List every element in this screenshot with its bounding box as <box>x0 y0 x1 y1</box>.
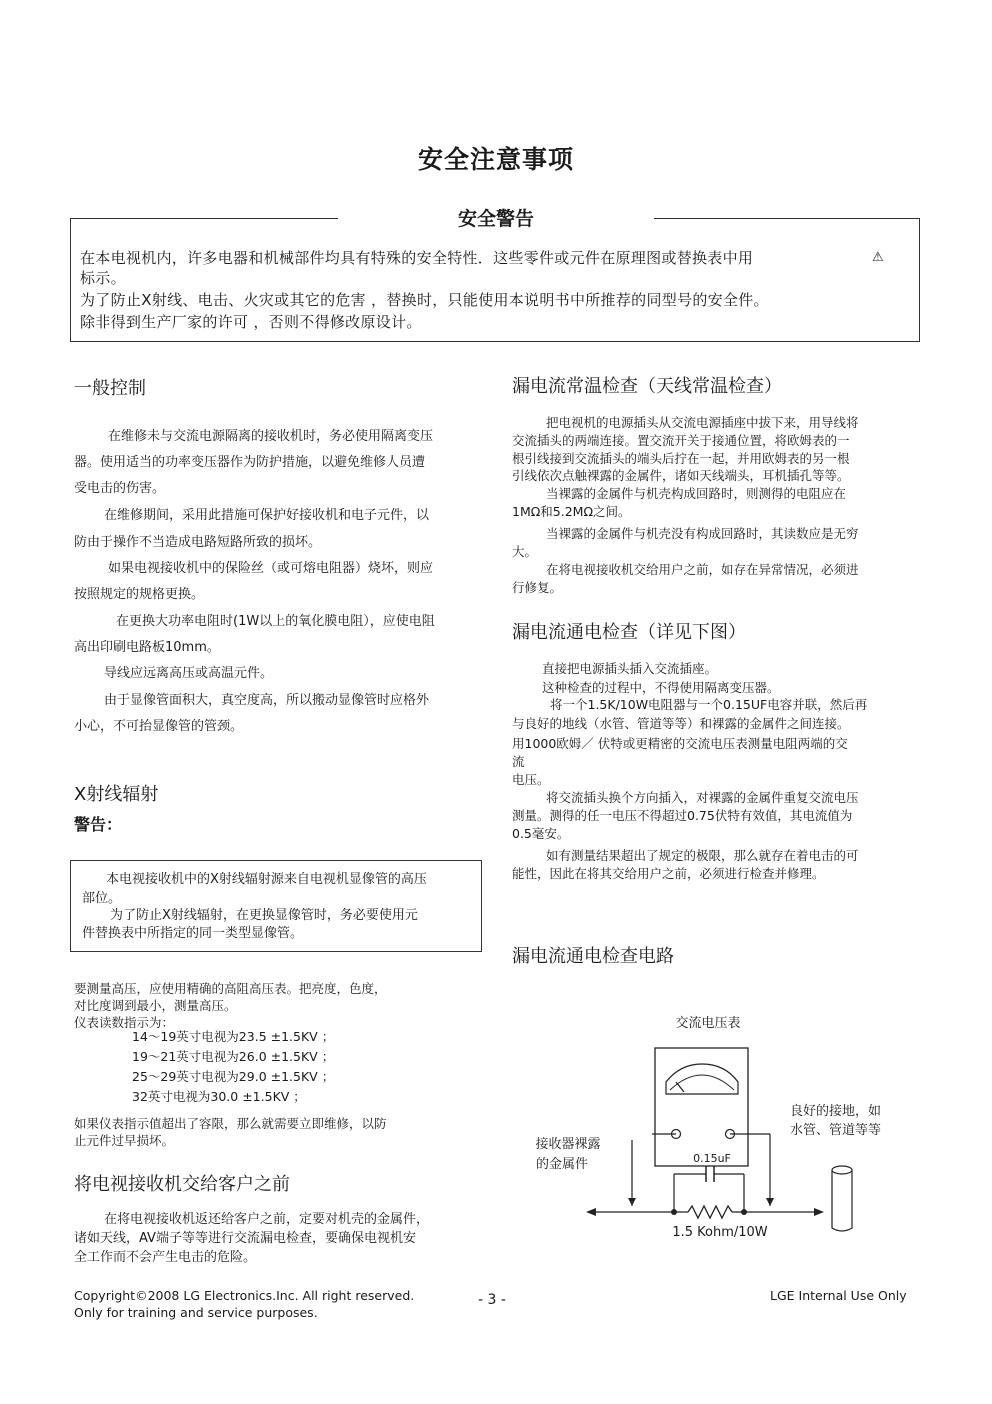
xray-box-line: 为了防止X射线辐射，在更换显像管时，务必要使用元 <box>110 908 418 923</box>
xray-heading: X射线辐射 <box>74 784 159 805</box>
general-line: 导线应远离高压或高温元件。 <box>104 666 274 681</box>
cold-check-heading: 漏电流常温检查（天线常温检查） <box>512 376 782 397</box>
cold-check-line: 引线依次点触裸露的金属件，诸如天线端头，耳机插孔等等。 <box>512 468 850 483</box>
voltage-reading: 14～19英寸电视为23.5 ±1.5KV ； <box>132 1029 335 1044</box>
handover-line: 在将电视接收机返还给客户之前，定要对机壳的金属件， <box>104 1212 430 1227</box>
measure-line: 仪表读数指示为： <box>74 1015 175 1030</box>
water-pipe-icon <box>832 1170 852 1231</box>
xray-box-line: 部位。 <box>82 891 122 906</box>
general-line: 防由于操作不当造成电路短路所致的损坏。 <box>74 535 322 550</box>
junction-dot-right <box>741 1209 747 1215</box>
xray-box-line: 件替换表中所指定的同一类型显像管。 <box>82 926 304 941</box>
measure-line: 要测量高压，应使用精确的高阻高压表。把亮度，色度， <box>74 981 387 996</box>
hot-check-line: 如有测量结果超出了规定的极限，那么就存在着电击的可 <box>546 848 859 863</box>
voltage-reading: 32英寸电视为30.0 ±1.5KV ； <box>132 1089 306 1104</box>
cold-check-line: 大。 <box>512 544 538 559</box>
warning-line: 为了防止X射线、电击、火灾或其它的危害 ，替换时，只能使用本说明书中所推荐的同型号的安全件。 <box>80 291 769 309</box>
footer-internal: LGE Internal Use Only <box>770 1288 907 1303</box>
hot-check-line: 这种检查的过程中，不得使用隔离变压器。 <box>542 680 780 695</box>
exposed-metal-label: 接收器裸露 <box>535 1137 601 1152</box>
hot-check-line: 0.5毫安。 <box>512 826 570 841</box>
tolerance-line: 如果仪表指示值超出了容限，那么就需要立即维修，以防 <box>74 1116 387 1131</box>
handover-line: 全工作而不会产生电击的危险。 <box>74 1250 257 1265</box>
cold-check-line: 行修复。 <box>512 580 563 595</box>
general-line: 高出印刷电路板10mm。 <box>74 640 220 655</box>
hot-check-line: 电压。 <box>512 772 550 787</box>
cold-check-line: 在将电视接收机交给用户之前，如存在异常情况，必须进 <box>546 562 859 577</box>
warning-line: 标示。 <box>80 269 126 287</box>
arrow-left <box>628 1198 636 1206</box>
exposed-metal-label: 的金属件 <box>535 1157 589 1172</box>
hot-check-line: 直接把电源插头插入交流插座。 <box>542 661 718 676</box>
footer-copyright: Copyright©2008 LG Electronics.Inc. All right reserved. <box>74 1288 415 1303</box>
general-line: 小心，不可抬显像管的管颈。 <box>74 719 244 734</box>
safety-warning-heading: 安全警告 <box>338 204 654 231</box>
capacitor-label: 0.15uF <box>693 1152 731 1165</box>
general-control-heading: 一般控制 <box>74 378 146 399</box>
hot-check-line: 能性，因此在将其交给用户之前，必须进行检查并修理。 <box>512 866 825 881</box>
xray-box-line: 本电视接收机中的X射线辐射源来自电视机显像管的高压 <box>106 872 427 887</box>
cold-check-line: 当裸露的金属件与机壳没有构成回路时，其读数应是无穷 <box>546 526 859 541</box>
ground-label: 良好的接地，如 <box>790 1104 882 1119</box>
pipe-top <box>832 1166 852 1174</box>
general-line: 器。使用适当的功率变压器作为防护措施，以避免维修人员遭 <box>74 455 426 470</box>
general-line: 在维修期间，采用此措施可保护好接收机和电子元件，以 <box>104 508 430 523</box>
hot-check-line: 测量。测得的任一电压不得超过0.75伏特有效值，其电流值为 <box>512 808 853 823</box>
warning-line: 在本电视机内，许多电器和机械部件均具有特殊的安全特性．这些零件或元件在原理图或替换表中用 <box>80 249 754 267</box>
warning-triangle-icon: ⚠ <box>872 250 884 265</box>
arrow-probe <box>586 1208 596 1216</box>
cold-check-line: 根引线接到交流插头的端头后拧在一起，并用欧姆表的另一根 <box>512 451 850 466</box>
general-line: 由于显像管面积大，真空度高，所以搬动显像管时应格外 <box>104 693 430 708</box>
resistor-label: 1.5 Kohm/10W <box>672 1225 768 1240</box>
handover-heading: 将电视接收机交给客户之前 <box>74 1174 290 1195</box>
arrow-right <box>766 1198 774 1206</box>
meter-label: 交流电压表 <box>675 1016 741 1031</box>
cold-check-line: 交流插头的两端连接。置交流开关于接通位置，将欧姆表的一 <box>512 433 850 448</box>
footer-purpose: Only for training and service purposes. <box>74 1305 318 1320</box>
leakage-test-circuit-diagram <box>520 1000 920 1250</box>
hot-check-line: 将交流插头换个方向插入，对裸露的金属件重复交流电压 <box>546 790 859 805</box>
hot-check-line: 将一个1.5K/10W电阻器与一个0.15UF电容并联，然后再 <box>550 697 868 712</box>
voltage-reading: 19～21英寸电视为26.0 ±1.5KV ； <box>132 1049 335 1064</box>
voltage-reading: 25～29英寸电视为29.0 ±1.5KV ； <box>132 1069 335 1084</box>
junction-dot-left <box>671 1209 677 1215</box>
cold-check-line: 当裸露的金属件与机壳构成回路时，则测得的电阻应在 <box>546 486 847 501</box>
general-line: 按照规定的规格更换。 <box>74 587 205 602</box>
hot-check-line: 与良好的地线（水管、管道等等）和裸露的金属件之间连接。 <box>512 716 850 731</box>
warning-line: 除非得到生产厂家的许可 ，否则不得修改原设计。 <box>80 313 422 331</box>
cold-check-line: 把电视机的电源插头从交流电源插座中拔下来，用导线将 <box>546 415 859 430</box>
page-title: 安全注意事项 <box>417 145 574 174</box>
handover-line: 诸如天线，AV端子等等进行交流漏电检查，要确保电视机安 <box>74 1231 416 1246</box>
general-line: 在更换大功率电阻时(1W以上的氧化膜电阻），应使电阻 <box>116 614 435 629</box>
hot-check-heading: 漏电流通电检查（详见下图） <box>512 622 746 643</box>
cold-check-line: 1MΩ和5.2MΩ之间。 <box>512 504 631 519</box>
tolerance-line: 止元件过早损坏。 <box>74 1133 175 1148</box>
xray-warning-label: 警告： <box>74 815 123 834</box>
page-number: - 3 - <box>478 1292 506 1308</box>
ground-label: 水管、管道等等 <box>790 1123 882 1138</box>
arrow-ground <box>814 1208 824 1216</box>
measure-line: 对比度调到最小，测量高压。 <box>74 998 237 1013</box>
general-line: 受电击的伤害。 <box>74 481 166 496</box>
hot-check-line: 流 <box>512 754 525 769</box>
general-line: 在维修未与交流电源隔离的接收机时，务必使用隔离变压 <box>108 429 434 444</box>
hot-check-line: 用1000欧姆／ 伏特或更精密的交流电压表测量电阻两端的交 <box>512 736 848 751</box>
circuit-heading: 漏电流通电检查电路 <box>512 946 674 967</box>
general-line: 如果电视接收机中的保险丝（或可熔电阻器）烧坏，则应 <box>108 561 434 576</box>
